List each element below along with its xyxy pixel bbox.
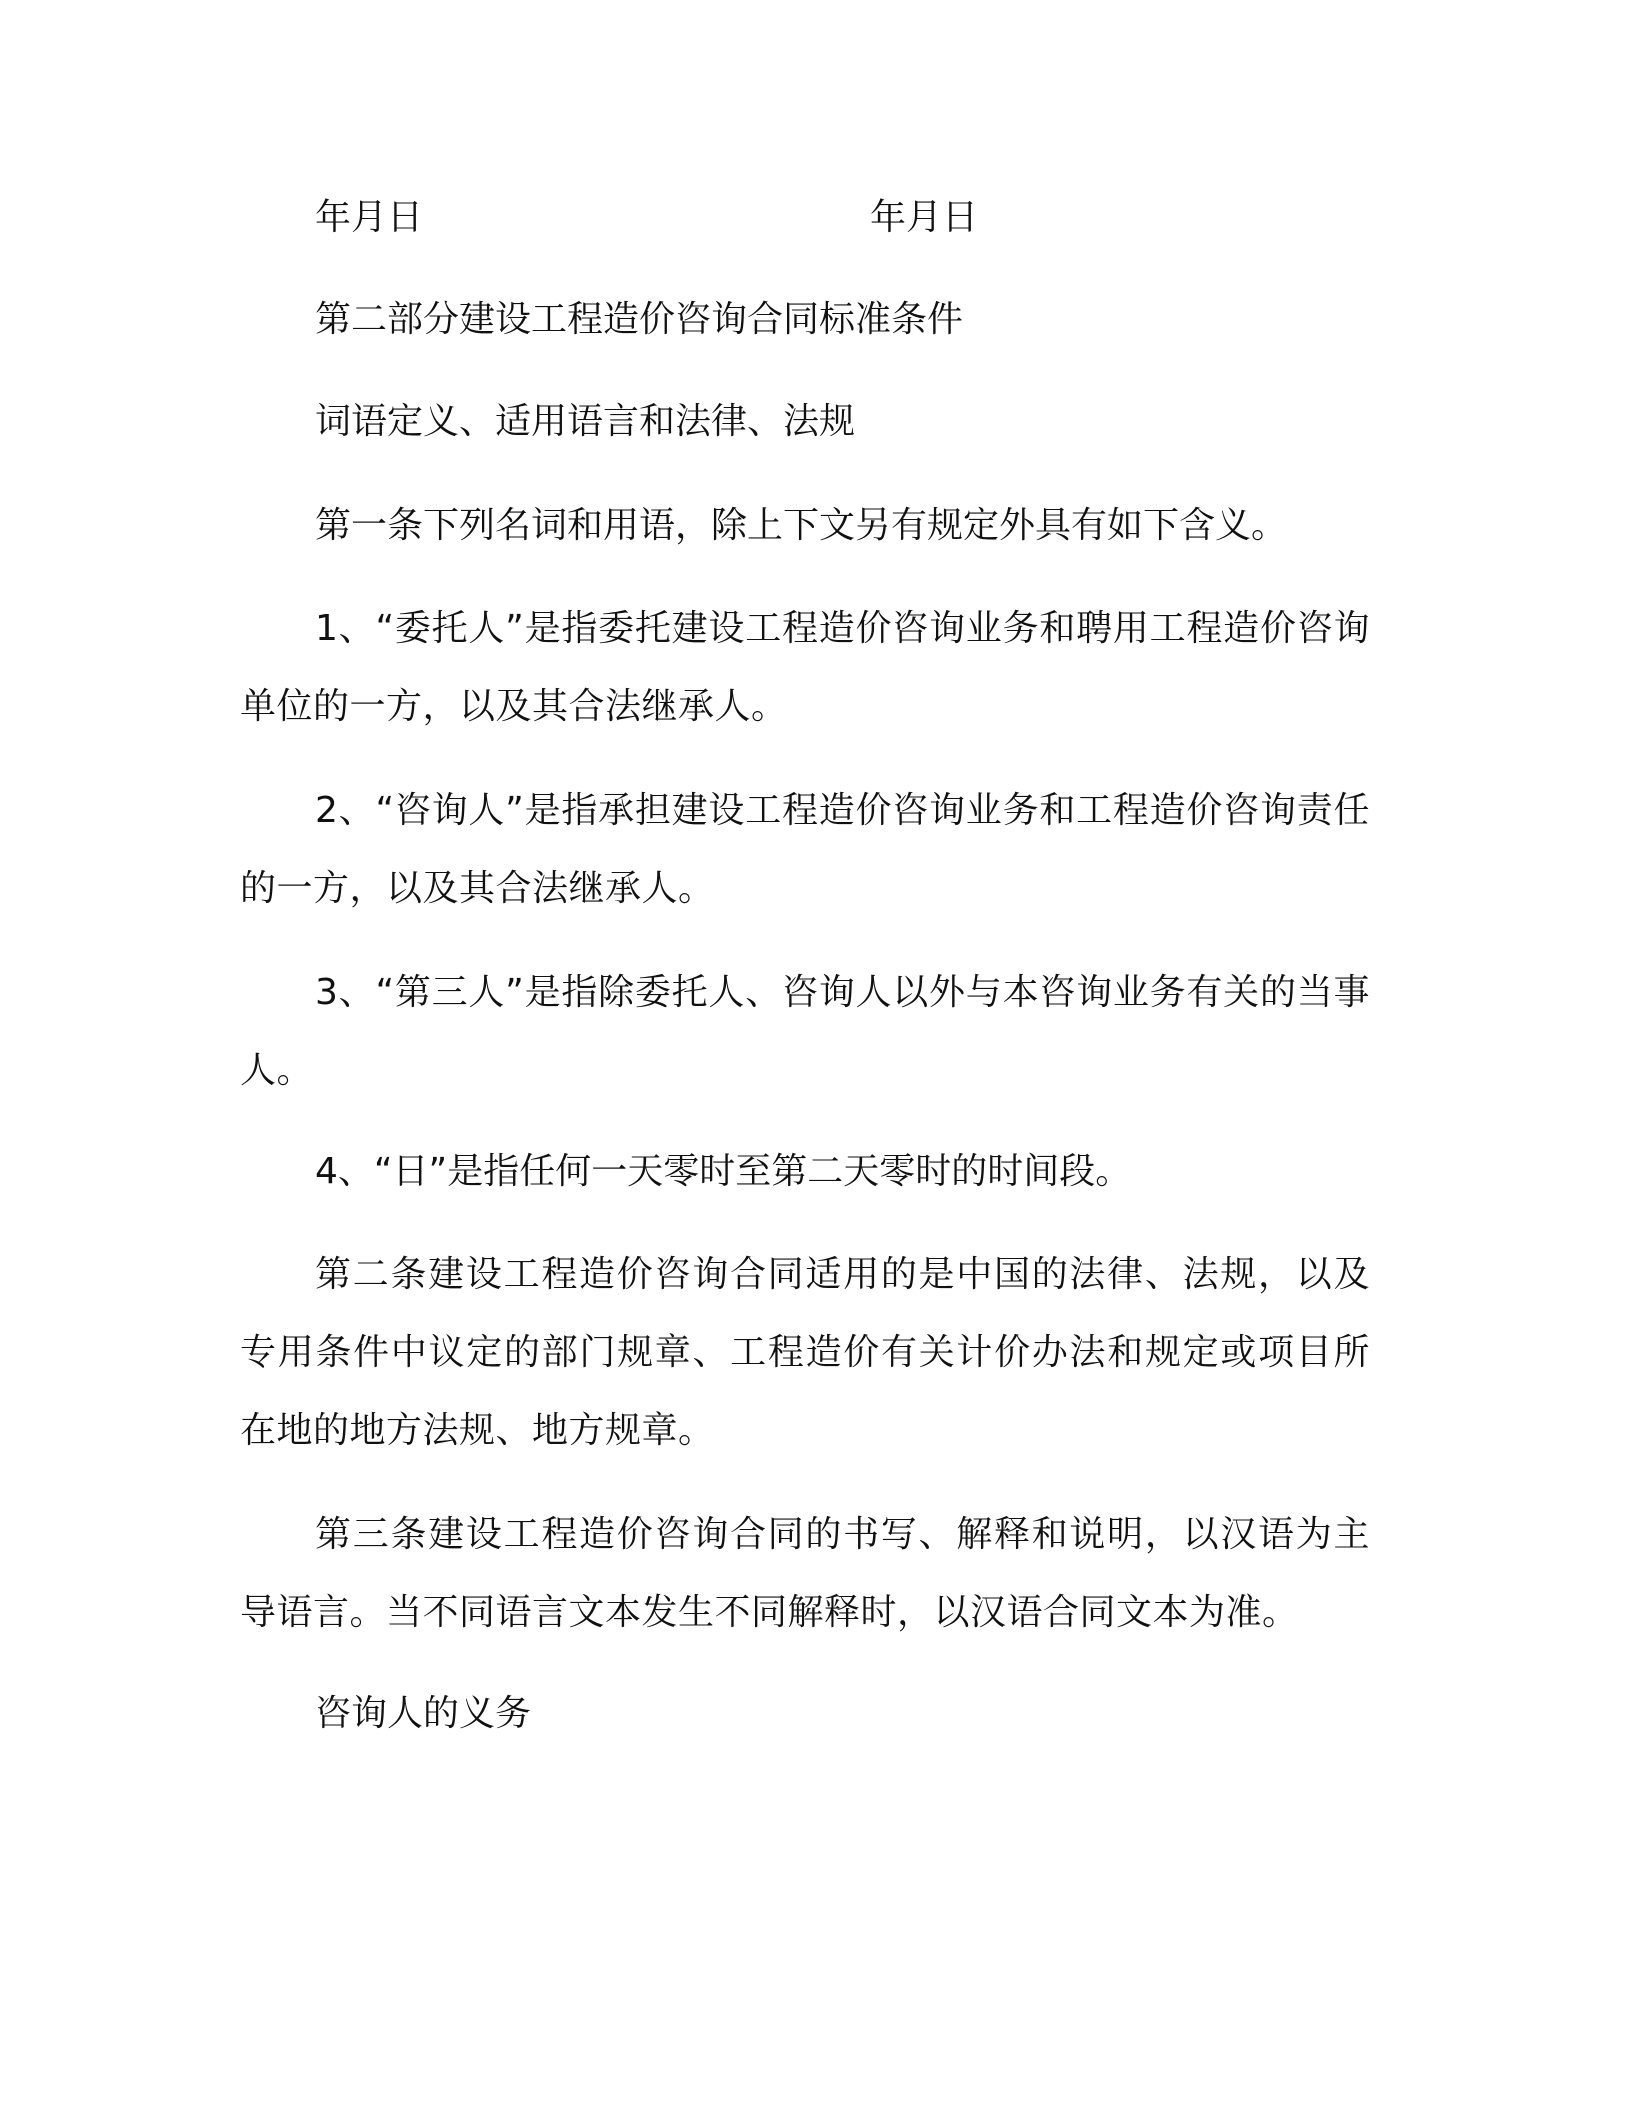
article-1: 第一条下列名词和用语，除上下文另有规定外具有如下含义。 xyxy=(315,505,1288,546)
section-title-consultant-obligations: 咨询人的义务 xyxy=(315,1693,532,1734)
part-title: 第二部分建设工程造价咨询合同标准条件 xyxy=(315,299,964,340)
definition-4: 4、“日”是指任何一天零时至第二天零时的时间段。 xyxy=(315,1151,1132,1192)
date-left: 年月日 xyxy=(315,197,424,238)
definition-2: 2、“咨询人”是指承担建设工程造价咨询业务和工程造价咨询责任的一方，以及其合法继承人。 xyxy=(240,790,1370,909)
definition-1: 1、“委托人”是指委托建设工程造价咨询业务和聘用工程造价咨询单位的一方，以及其合法继承人。 xyxy=(240,608,1370,727)
article-2: 第二条建设工程造价咨询合同适用的是中国的法律、法规，以及专用条件中议定的部门规章、工程造价有关计价办法和规定或项目所在地的地方法规、地方规章。 xyxy=(240,1254,1370,1451)
article-3: 第三条建设工程造价咨询合同的书写、解释和说明，以汉语为主导语言。当不同语言文本发生不同解释时，以汉语合同文本为准。 xyxy=(240,1514,1370,1633)
section-title-definitions: 词语定义、适用语言和法律、法规 xyxy=(315,401,856,442)
date-right: 年月日 xyxy=(870,197,979,238)
definition-3: 3、“第三人”是指除委托人、咨询人以外与本咨询业务有关的当事人。 xyxy=(240,972,1370,1091)
